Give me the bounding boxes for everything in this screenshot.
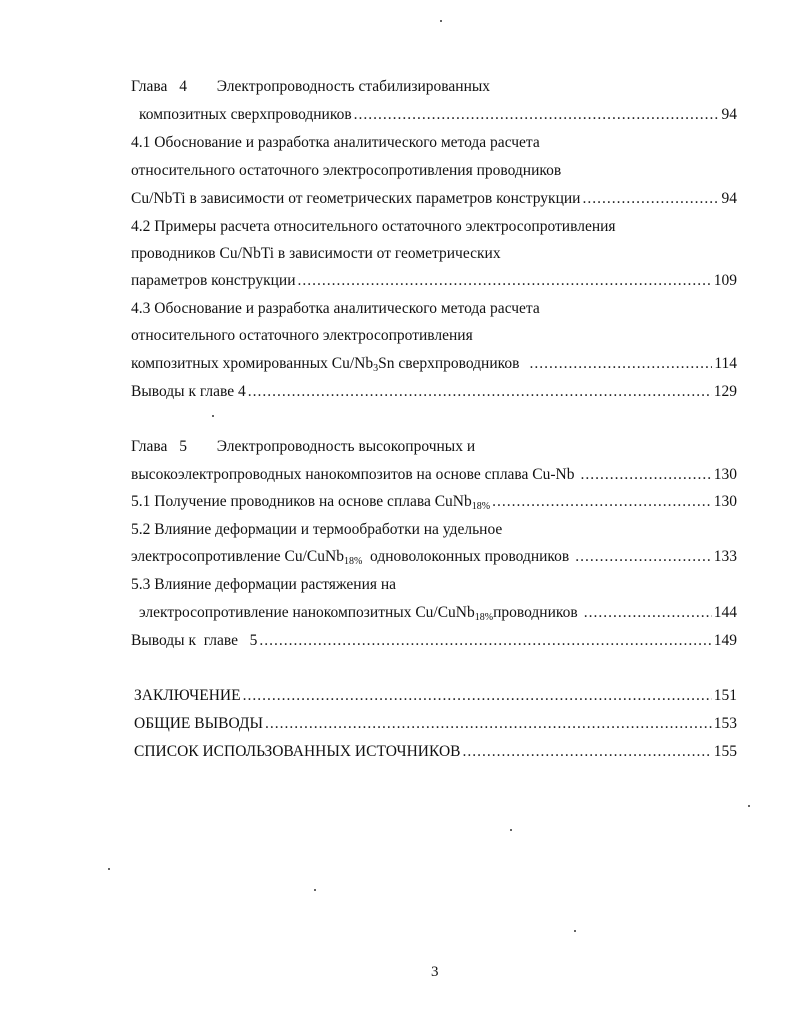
- section-4-3-line-3: композитных хромированных $Cu/Nb_3Sn$ сверхпроводников: [131, 355, 520, 374]
- section-5-2-line-2: электросопротивление Cu/CuNb$_{18\%}$ одноволоконных проводников: [131, 548, 570, 567]
- leader-dots: [259, 631, 711, 651]
- leader-dots: [584, 603, 712, 623]
- scan-speck: [314, 889, 316, 891]
- section-4-2-line-3: параметров конструкции: [131, 272, 296, 289]
- leader-dots: [575, 547, 712, 567]
- section-5-3-line-1: 5.3 Влияние деформации растяжения на: [131, 576, 397, 593]
- chapter-4-title-cont: композитных сверхпроводников: [139, 106, 352, 123]
- scan-speck: [748, 805, 750, 807]
- section-5-3-line-2: электросопротивление нанокомпозитных Cu/CuNb$_{18\%}$проводников: [139, 604, 578, 623]
- page-ref: 94: [721, 190, 737, 207]
- leader-dots: [243, 686, 712, 706]
- leader-dots: [492, 492, 712, 512]
- page-ref: 114: [714, 355, 737, 372]
- toc-entry-5-2[interactable]: [131, 547, 737, 567]
- page-ref: 144: [713, 604, 737, 621]
- toc-entry-5-3[interactable]: [139, 603, 737, 623]
- chapter-5-title-cont: высокоэлектропроводных нанокомпозитов на основе сплава Cu-Nb: [131, 466, 575, 483]
- section-4-1-line-1: 4.1 Обоснование и разработка аналитического метода расчета: [131, 134, 540, 151]
- section-4-3-line-2: относительного остаточного электросопротивления: [131, 327, 473, 344]
- scan-speck: [574, 930, 576, 932]
- page-ref: 149: [713, 632, 737, 649]
- leader-dots: [354, 105, 720, 125]
- scan-speck: [108, 868, 110, 870]
- leader-dots: [248, 382, 712, 402]
- leader-dots: [298, 271, 712, 291]
- leader-dots: [265, 714, 712, 734]
- toc-entry-5-1[interactable]: [131, 492, 737, 512]
- chapter-4-heading: [131, 77, 490, 97]
- toc-entry-chapter-5[interactable]: [131, 465, 737, 485]
- page-ref: 129: [713, 383, 737, 400]
- scan-speck: [440, 20, 442, 22]
- section-5-2-line-1: 5.2 Влияние деформации и термообработки на удельное: [131, 521, 503, 538]
- toc-entry-references[interactable]: [134, 742, 737, 762]
- chapter-5-label: Глава: [131, 438, 168, 455]
- section-4-1-line-2: относительного остаточного электросопротивления проводников: [131, 162, 562, 179]
- page-number: 3: [431, 964, 439, 980]
- leader-dots: [582, 189, 719, 209]
- section-4-2-line-2: проводников Cu/NbTi в зависимости от геометрических: [131, 245, 501, 262]
- leader-dots: [581, 465, 712, 485]
- page-ref: 133: [713, 548, 737, 565]
- section-5-1-line-1: 5.1 Получение проводников на основе сплава CuNb$_{18\%}$: [131, 493, 491, 512]
- conclusion-label: ЗАКЛЮЧЕНИЕ: [134, 687, 241, 704]
- chapter-4-title: Электропроводность стабилизированных: [216, 78, 491, 95]
- general-conclusions-label: ОБЩИЕ ВЫВОДЫ: [134, 715, 263, 732]
- chapter-5-heading: [131, 437, 475, 457]
- page-ref: 94: [721, 106, 737, 123]
- section-4-3-line-1: 4.3 Обоснование и разработка аналитического метода расчета: [131, 300, 540, 317]
- page-ref: 130: [713, 466, 737, 483]
- toc-entry-conclusions-4[interactable]: [131, 382, 737, 402]
- conclusions-4-label: Выводы к главе 4: [131, 383, 246, 400]
- section-4-1-line-3: Cu/NbTi в зависимости от геометрических параметров конструкции: [131, 190, 581, 207]
- chapter-4-number: 4: [179, 78, 188, 95]
- conclusions-5-label: Выводы к главе 5: [131, 632, 258, 649]
- page-ref: 153: [713, 715, 737, 732]
- page-ref: 151: [713, 687, 737, 704]
- toc-entry-4-1[interactable]: [131, 189, 737, 209]
- toc-entry-conclusion[interactable]: [134, 686, 737, 706]
- toc-entry-4-3[interactable]: [131, 354, 737, 374]
- scan-speck: [510, 829, 512, 831]
- toc-entry-4-2[interactable]: [131, 271, 737, 291]
- page-ref: 109: [713, 272, 737, 289]
- page-ref: 155: [713, 743, 737, 760]
- leader-dots: [462, 742, 711, 762]
- chapter-4-label: Глава: [131, 78, 168, 95]
- toc-entry-conclusions-5[interactable]: [131, 631, 737, 651]
- toc-entry-general-conclusions[interactable]: [134, 714, 737, 734]
- leader-dots: [529, 354, 712, 374]
- chapter-5-number: 5: [179, 438, 188, 455]
- section-4-2-line-1: 4.2 Примеры расчета относительного остаточного электросопротивления: [131, 218, 616, 235]
- chapter-5-title: Электропроводность высокопрочных и: [216, 438, 476, 455]
- toc-entry-chapter-4[interactable]: [139, 105, 737, 125]
- scan-speck: [212, 415, 214, 417]
- page-ref: 130: [713, 493, 737, 510]
- references-label: СПИСОК ИСПОЛЬЗОВАННЫХ ИСТОЧНИКОВ: [134, 743, 461, 760]
